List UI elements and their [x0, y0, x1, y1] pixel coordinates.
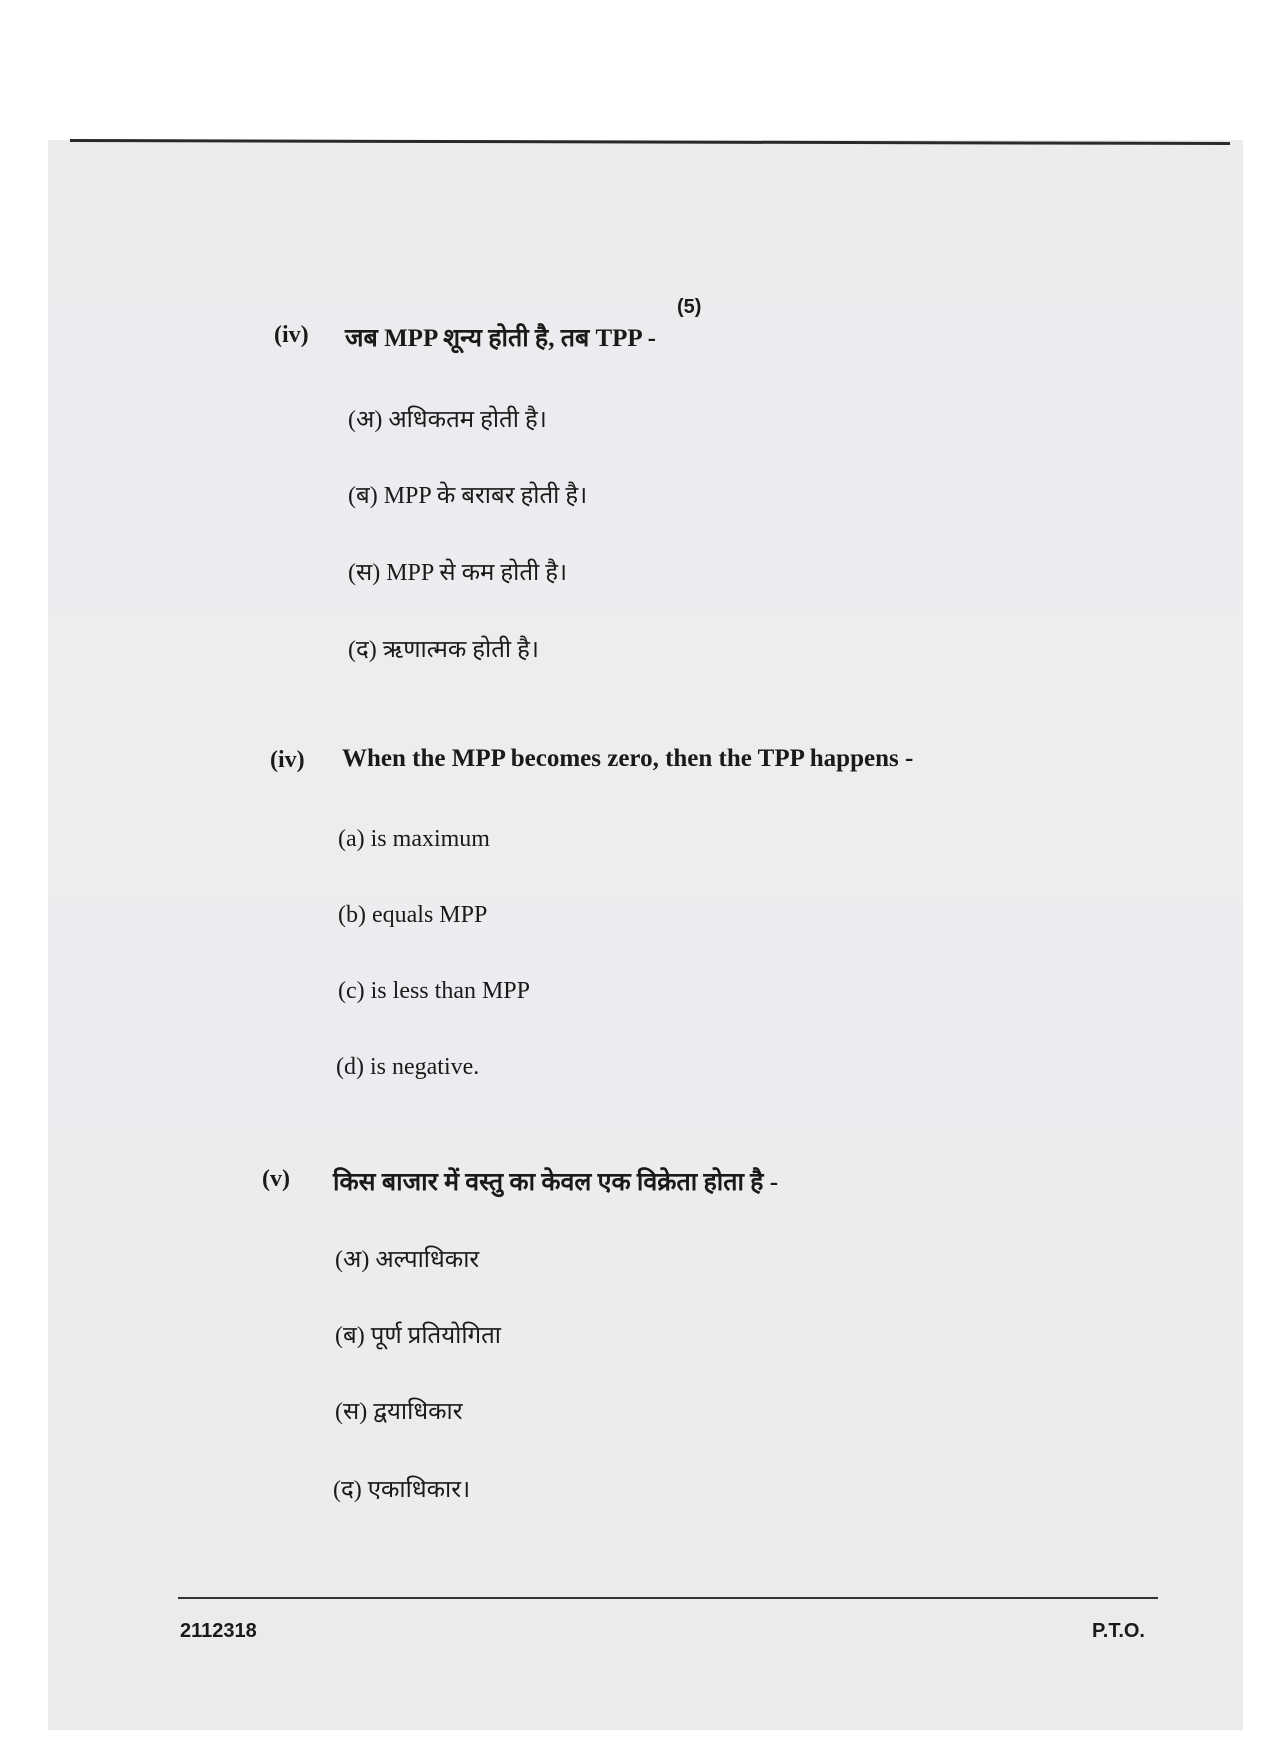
option: (c) is less than MPP	[338, 978, 530, 1004]
option: (ब) MPP के बराबर होती है।	[348, 483, 588, 509]
question-number: (iv)	[270, 747, 305, 773]
question-text: When the MPP becomes zero, then the TPP happens -	[342, 745, 914, 772]
question-text: किस बाजार में वस्तु का केवल एक विक्रेता होता है -	[333, 1169, 779, 1196]
option: (स) द्वयाधिकार	[335, 1399, 463, 1425]
option: (अ) अधिकतम होती है।	[348, 407, 547, 433]
option: (ब) पूर्ण प्रतियोगिता	[335, 1323, 501, 1349]
page-number: (5)	[677, 296, 702, 318]
option: (अ) अल्पाधिकार	[335, 1247, 480, 1273]
question-number: (iv)	[274, 322, 309, 348]
pto-label: P.T.O.	[1092, 1620, 1145, 1642]
option: (द) ऋणात्मक होती है।	[348, 637, 539, 663]
option: (d) is negative.	[336, 1054, 480, 1080]
option: (a) is maximum	[338, 826, 490, 852]
option: (स) MPP से कम होती है।	[348, 560, 568, 586]
option: (b) equals MPP	[338, 902, 488, 928]
footer-rule	[178, 1597, 1158, 1599]
paper-sheet	[48, 140, 1243, 1730]
question-text: जब MPP शून्य होती है, तब TPP -	[345, 325, 656, 352]
option: (द) एकाधिकार।	[333, 1477, 471, 1503]
question-number: (v)	[262, 1166, 290, 1192]
paper-code: 2112318	[180, 1620, 257, 1642]
